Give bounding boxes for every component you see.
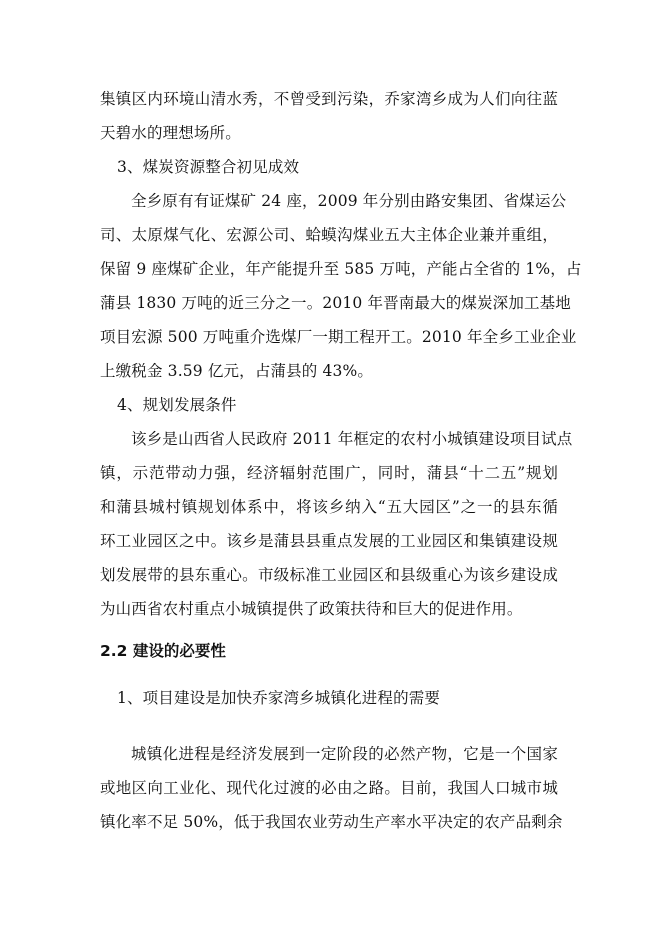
paragraph-line: 上缴税金 3.59 亿元，占蒲县的 43%。 <box>100 362 374 380</box>
paragraph-line: 城镇化进程是经济发展到一定阶段的必然产物，它是一个国家 <box>131 745 558 763</box>
paragraph-line: 和蒲县城村镇规划体系中，将该乡纳入“五大园区”之一的县东循 <box>100 498 558 516</box>
paragraph-line: 保留 9 座煤矿企业，年产能提升至 585 万吨，产能占全省的 1%，占 <box>100 260 582 278</box>
paragraph-line: 蒲县 1830 万吨的近三分之一。2010 年晋南最大的煤炭深加工基地 <box>100 294 571 312</box>
paragraph-line: 划发展带的县东重心。市级标准工业园区和县级重心为该乡建设成 <box>100 566 558 584</box>
paragraph-line: 镇，示范带动力强，经济辐射范围广，同时，蒲县“十二五”规划 <box>100 464 558 482</box>
paragraph-line: 全乡原有有证煤矿 24 座，2009 年分别由路安集团、省煤运公 <box>131 192 567 210</box>
paragraph-line: 该乡是山西省人民政府 2011 年框定的农村小城镇建设项目试点 <box>131 430 573 448</box>
paragraph-line: 项目宏源 500 万吨重介选煤厂一期工程开工。2010 年全乡工业企业 <box>100 328 577 346</box>
section-heading-necessity: 2.2 建设的必要性 <box>100 642 226 660</box>
section-heading-planning-conditions: 4、规划发展条件 <box>117 396 237 414</box>
paragraph-line: 镇化率不足 50%，低于我国农业劳动生产率水平决定的农产品剩余 <box>100 813 563 831</box>
paragraph-line: 集镇区内环境山清水秀，不曾受到污染，乔家湾乡成为人们向往蓝 <box>100 90 558 108</box>
paragraph-line: 或地区向工业化、现代化过渡的必由之路。目前，我国人口城市城 <box>100 779 558 797</box>
subsection-heading-urbanization: 1、项目建设是加快乔家湾乡城镇化进程的需要 <box>117 689 441 707</box>
paragraph-line: 环工业园区之中。该乡是蒲县县重点发展的工业园区和集镇建设规 <box>100 532 558 550</box>
paragraph-line: 为山西省农村重点小城镇提供了政策扶待和巨大的促进作用。 <box>100 600 523 618</box>
paragraph-line: 天碧水的理想场所。 <box>100 124 241 142</box>
section-heading-coal-integration: 3、煤炭资源整合初见成效 <box>117 158 300 176</box>
paragraph-line: 司、太原煤气化、宏源公司、蛤蟆沟煤业五大主体企业兼并重组， <box>100 226 558 244</box>
